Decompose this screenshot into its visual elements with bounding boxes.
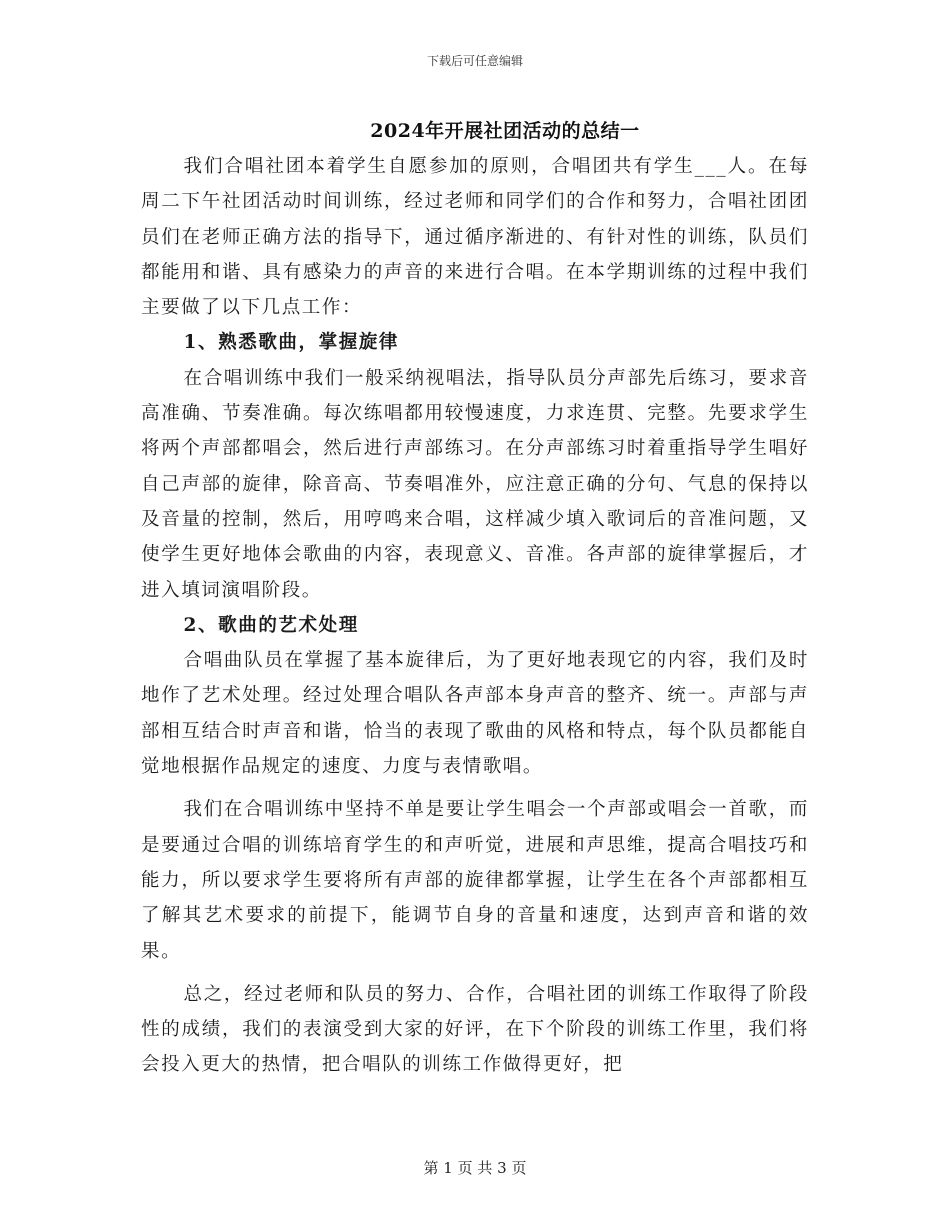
section-1-paragraph: 在合唱训练中我们一般采纳视唱法，指导队员分声部先后练习，要求音高准确、节奏准确。每次练唱都用较慢速度，力求连贯、完整。先要求学生将两个声部都唱会，然后进行声部练习。在分声部练习时着重指导学生唱好自己声部的旋律，除音高、节奏唱准外，应注意正确的分句、气息的保持以及音量的控制，然后，用哼鸣来合唱，这样减少填入歌词后的音准问题，又使学生更好地体会歌曲的内容，表现意义、音准。各声部的旋律掌握后，才进入填词演唱阶段。 <box>141 367 809 601</box>
section-1-heading: 1、熟悉歌曲，掌握旋律 <box>183 332 400 354</box>
conclusion-paragraph: 总之，经过老师和队员的努力、合作，合唱社团的训练工作取得了阶段性的成绩，我们的表演受到大家的好评，在下个阶段的训练工作里，我们将会投入更大的热情，把合唱队的训练工作做得更好，把 <box>141 983 809 1076</box>
header-note: 下载后可任意编辑 <box>426 54 523 68</box>
intro-paragraph: 我们合唱社团本着学生自愿参加的原则，合唱团共有学生___人。在每周二下午社团活动时间训练，经过老师和同学们的合作和努力，合唱社团团员们在老师正确方法的指导下，通过循序渐进的、有针对性的训练，队员们都能用和谐、具有感染力的声音的来进行合唱。在本学期训练的过程中我们主要做了以下几点工作： <box>141 156 809 319</box>
document-body <box>141 149 809 1083</box>
section-2-heading: 2、歌曲的艺术处理 <box>183 614 359 636</box>
section-2-paragraph-1: 合唱曲队员在掌握了基本旋律后，为了更好地表现它的内容，我们及时地作了艺术处理。经过处理合唱队各声部本身声音的整齐、统一。声部与声部相互结合时声音和谐，恰当的表现了歌曲的风格和特点，每个队员都能自觉地根据作品规定的速度、力度与表情歌唱。 <box>141 650 809 778</box>
document-title: 2024年开展社团活动的总结一 <box>370 120 640 142</box>
page-footer: 第 1 页 共 3 页 <box>423 1159 527 1177</box>
section-2-paragraph-2: 我们在合唱训练中坚持不单是要让学生唱会一个声部或唱会一首歌，而是要通过合唱的训练培育学生的和声听觉，进展和声思维，提高合唱技巧和能力，所以要求学生要将所有声部的旋律都掌握，让学生在各个声部都相互了解其艺术要求的前提下，能调节自身的音量和速度，达到声音和谐的效果。 <box>141 799 809 962</box>
